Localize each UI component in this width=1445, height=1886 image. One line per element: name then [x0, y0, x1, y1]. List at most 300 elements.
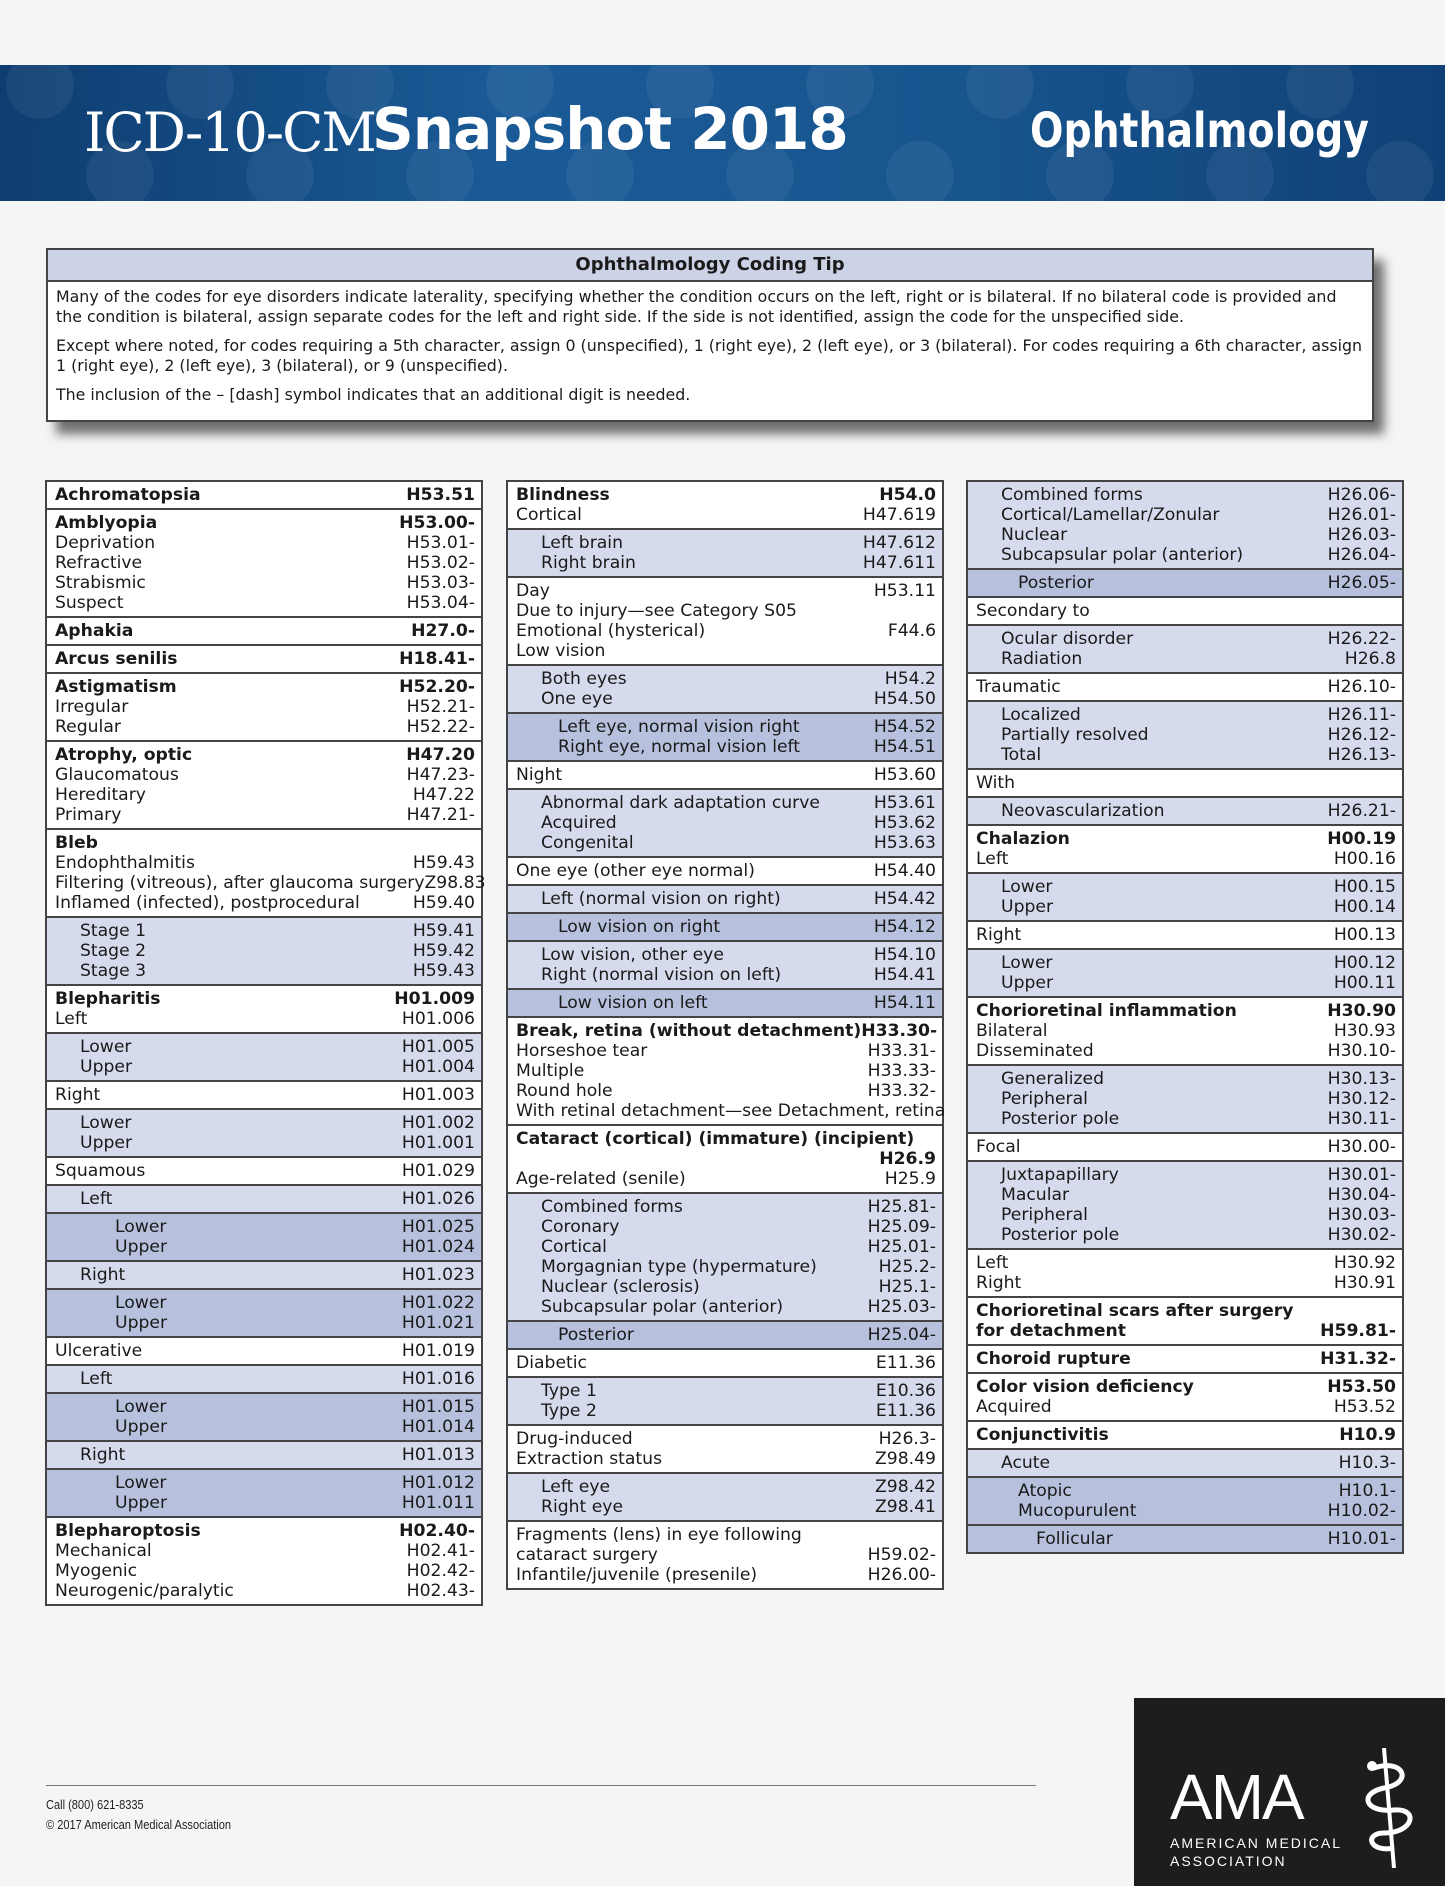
condition-label: Day [516, 581, 550, 601]
icd-code: H54.40 [873, 861, 936, 881]
code-row [516, 505, 936, 525]
code-row [55, 717, 475, 737]
condition-label: Combined forms [541, 1197, 683, 1217]
code-row [55, 573, 475, 593]
code-group [47, 1080, 481, 1108]
code-group [968, 568, 1402, 596]
icd-code: H54.41 [873, 965, 936, 985]
code-group [968, 996, 1402, 1064]
condition-label: Morgagnian type (hypermature) [541, 1257, 817, 1277]
icd-code: E11.36 [875, 1353, 936, 1373]
condition-label: Peripheral [1001, 1205, 1088, 1225]
icd-code: H25.04- [867, 1325, 936, 1345]
icd-code: H33.31- [867, 1041, 936, 1061]
code-row [516, 1149, 936, 1169]
icd-code: H59.41 [412, 921, 475, 941]
icd-code: H52.21- [406, 697, 475, 717]
code-group [968, 624, 1402, 672]
code-row [976, 1041, 1396, 1061]
condition-label: Lower [1001, 877, 1053, 897]
code-row [1001, 973, 1396, 993]
icd-code: H18.41- [399, 649, 475, 669]
condition-label: Nuclear [1001, 525, 1068, 545]
condition-label: Lower [1001, 953, 1053, 973]
icd-code: H10.9 [1339, 1425, 1396, 1445]
code-row [1001, 1225, 1396, 1245]
code-row [115, 1237, 475, 1257]
code-row [541, 689, 936, 709]
code-group [47, 1392, 481, 1440]
condition-label: Upper [115, 1313, 168, 1333]
condition-label: Congenital [541, 833, 634, 853]
condition-label: Neurogenic/paralytic [55, 1581, 234, 1601]
icd-code: H26.01- [1327, 505, 1396, 525]
code-group [47, 508, 481, 616]
code-group [968, 1524, 1402, 1552]
coding-tip-box [46, 248, 1374, 422]
icd-code: Z98.42 [875, 1477, 936, 1497]
code-row [1001, 1165, 1396, 1185]
icd-code: H59.43 [412, 961, 475, 981]
condition-label: Stage 2 [80, 941, 147, 961]
condition-label: Right [80, 1445, 126, 1465]
icd-code: H26.8 [1344, 649, 1396, 669]
code-row [516, 1449, 936, 1469]
icd-code: H00.15 [1333, 877, 1396, 897]
condition-label: Upper [80, 1133, 133, 1153]
code-group [47, 1440, 481, 1468]
code-row [541, 1197, 936, 1217]
condition-label: Combined forms [1001, 485, 1143, 505]
condition-label: Localized [1001, 705, 1081, 725]
icd-code: Z98.41 [875, 1497, 936, 1517]
code-row [55, 765, 475, 785]
code-row [1018, 1481, 1396, 1501]
code-row [541, 533, 936, 553]
code-row [516, 1169, 936, 1189]
condition-label: Low vision on right [558, 917, 721, 937]
code-row [558, 993, 936, 1013]
condition-label: Filtering (vitreous), after glaucoma surgery [55, 873, 425, 893]
code-row [80, 1265, 475, 1285]
condition-label: Coronary [541, 1217, 620, 1237]
code-row [541, 1237, 936, 1257]
condition-label: Achromatopsia [55, 485, 201, 505]
code-group [508, 788, 942, 856]
icd-code: H53.11 [873, 581, 936, 601]
condition-label: Subcapsular polar (anterior) [1001, 545, 1244, 565]
condition-label: Stage 1 [80, 921, 147, 941]
condition-label: Acquired [541, 813, 617, 833]
condition-label: Atopic [1018, 1481, 1072, 1501]
icd-code: H53.04- [406, 593, 475, 613]
code-group [47, 672, 481, 740]
condition-label: Diabetic [516, 1353, 587, 1373]
icd-code: H01.025 [401, 1217, 475, 1237]
code-row [55, 1581, 475, 1601]
condition-label: Right [976, 1273, 1022, 1293]
icd-code: H01.009 [394, 989, 475, 1009]
code-group [508, 1320, 942, 1348]
condition-label: Emotional (hysterical) [516, 621, 706, 641]
icd-code: H26.03- [1327, 525, 1396, 545]
icd-code: H47.22 [412, 785, 475, 805]
icd-code: H59.42 [412, 941, 475, 961]
condition-label: Endophthalmitis [55, 853, 195, 873]
icd-code: H54.12 [873, 917, 936, 937]
code-row [55, 989, 475, 1009]
code-group [968, 1448, 1402, 1476]
code-row [80, 1113, 475, 1133]
code-row [80, 961, 475, 981]
condition-label: Right eye, normal vision left [558, 737, 801, 757]
icd-code: H02.42- [406, 1561, 475, 1581]
code-group [47, 1336, 481, 1364]
condition-label: Right [976, 925, 1022, 945]
footer-divider [46, 1785, 1036, 1786]
icd-code: H01.023 [401, 1265, 475, 1285]
icd-code: H26.04- [1327, 545, 1396, 565]
coding-tip-paragraph-2: Except where noted, for codes requiring a 5th character, assign 0 (unspecified), 1 (right eye), 2 (left eye), or 3 (bilateral). For codes requiring a 6th character, assign 1 (right eye), 2 (left eye), 3 (bilateral), or 9 (unspecified). [56, 336, 1362, 375]
code-group [968, 1372, 1402, 1420]
condition-label: Due to injury—see Category S05 [516, 601, 797, 621]
icd-code: H10.02- [1327, 1501, 1396, 1521]
code-group [968, 596, 1402, 624]
condition-label: Both eyes [541, 669, 627, 689]
code-row [1001, 877, 1396, 897]
condition-label: Arcus senilis [55, 649, 178, 669]
icd-code: H02.41- [406, 1541, 475, 1561]
condition-label: Posterior [1018, 573, 1094, 593]
condition-label: Drug-induced [516, 1429, 633, 1449]
condition-label: Inflamed (infected), postprocedural [55, 893, 360, 913]
icd-code: H54.2 [884, 669, 936, 689]
condition-label: Low vision on left [558, 993, 708, 1013]
code-row [516, 641, 936, 661]
icd-code: H01.024 [401, 1237, 475, 1257]
code-group [968, 948, 1402, 996]
code-group [47, 1260, 481, 1288]
icd-code: H10.3- [1338, 1453, 1396, 1473]
code-row [115, 1493, 475, 1513]
code-row [516, 1101, 946, 1121]
code-row [55, 485, 475, 505]
icd-code: H31.32- [1320, 1349, 1396, 1369]
condition-label: Amblyopia [55, 513, 158, 533]
icd-code: H01.013 [401, 1445, 475, 1465]
code-row [516, 1565, 936, 1585]
coding-tip-paragraph-3: The inclusion of the – [dash] symbol indicates that an additional digit is needed. [56, 385, 691, 404]
code-row [1001, 1453, 1396, 1473]
icd-code: H25.09- [867, 1217, 936, 1237]
icd-code: H53.50 [1327, 1377, 1396, 1397]
icd-code: H30.13- [1327, 1069, 1396, 1089]
condition-label: Right eye [541, 1497, 624, 1517]
code-row [1001, 745, 1396, 765]
code-group [508, 856, 942, 884]
condition-label: One eye [541, 689, 613, 709]
icd-code: H25.01- [867, 1237, 936, 1257]
icd-code: H47.20 [406, 745, 475, 765]
code-group [968, 920, 1402, 948]
code-row [55, 785, 475, 805]
code-row [80, 941, 475, 961]
ama-logo [1134, 1698, 1445, 1886]
code-row [516, 485, 936, 505]
icd-code: H00.19 [1327, 829, 1396, 849]
condition-label: Myogenic [55, 1561, 138, 1581]
icd-code: H59.02- [867, 1545, 936, 1565]
code-row [1036, 1529, 1396, 1549]
condition-label: cataract surgery [516, 1545, 658, 1565]
icd-code: H33.33- [867, 1061, 936, 1081]
condition-label: Age-related (senile) [516, 1169, 686, 1189]
code-row [541, 1277, 936, 1297]
condition-label: Follicular [1036, 1529, 1113, 1549]
condition-label: Multiple [516, 1061, 585, 1081]
icd-code: H54.50 [873, 689, 936, 709]
condition-label: Chorioretinal inflammation [976, 1001, 1237, 1021]
condition-label: Squamous [55, 1161, 146, 1181]
code-group [508, 1424, 942, 1472]
icd-code: H01.015 [401, 1397, 475, 1417]
code-group [47, 1184, 481, 1212]
condition-label: Lower [115, 1473, 167, 1493]
code-row [541, 965, 936, 985]
icd-code: H01.012 [401, 1473, 475, 1493]
code-group [47, 1468, 481, 1516]
icd-code: H02.43- [406, 1581, 475, 1601]
icd-code: H53.00- [399, 513, 475, 533]
condition-label: Chorioretinal scars after surgery [976, 1301, 1294, 1321]
icd-code: H47.612 [862, 533, 936, 553]
code-row [55, 1009, 475, 1029]
coding-tip-title: Ophthalmology Coding Tip [48, 250, 1372, 282]
icd-code: H00.16 [1333, 849, 1396, 869]
condition-label: Neovascularization [1001, 801, 1165, 821]
code-row [55, 893, 475, 913]
code-row [558, 737, 936, 757]
condition-label: Suspect [55, 593, 124, 613]
code-row [1001, 629, 1396, 649]
icd-code: H53.61 [873, 793, 936, 813]
condition-label: Abnormal dark adaptation curve [541, 793, 820, 813]
code-row [516, 1081, 936, 1101]
condition-label: Upper [1001, 897, 1054, 917]
condition-label: Blepharoptosis [55, 1521, 201, 1541]
code-row [541, 553, 936, 573]
condition-label: Left eye [541, 1477, 611, 1497]
condition-label: Lower [80, 1113, 132, 1133]
condition-label: Color vision deficiency [976, 1377, 1194, 1397]
code-row [55, 649, 475, 669]
title-light: ICD-10-CM [84, 101, 375, 164]
condition-label: Acquired [976, 1397, 1052, 1417]
code-row [516, 861, 936, 881]
condition-label: Peripheral [1001, 1089, 1088, 1109]
icd-code: E11.36 [875, 1401, 936, 1421]
icd-code: H01.003 [401, 1085, 475, 1105]
code-row [516, 1353, 936, 1373]
code-row [541, 1257, 936, 1277]
icd-code: H47.619 [862, 505, 936, 525]
condition-label: Irregular [55, 697, 129, 717]
icd-code: H01.026 [401, 1189, 475, 1209]
code-row [976, 1301, 1396, 1321]
condition-label: Right [80, 1265, 126, 1285]
icd-code: H25.03- [867, 1297, 936, 1317]
icd-code: H54.10 [873, 945, 936, 965]
condition-label: Stage 3 [80, 961, 147, 981]
icd-code: H25.2- [878, 1257, 936, 1277]
code-row [976, 1253, 1396, 1273]
condition-label: Right [55, 1085, 101, 1105]
icd-code: H30.90 [1327, 1001, 1396, 1021]
icd-code: H30.10- [1327, 1041, 1396, 1061]
icd-code: H26.21- [1327, 801, 1396, 821]
condition-label: Left [80, 1189, 113, 1209]
code-row [541, 945, 936, 965]
condition-label: Traumatic [976, 677, 1061, 697]
code-group [508, 1520, 942, 1588]
icd-code: H01.029 [401, 1161, 475, 1181]
code-row [976, 1021, 1396, 1041]
code-row [976, 925, 1396, 945]
code-group [968, 824, 1402, 872]
code-row [55, 873, 486, 893]
condition-label: Cortical [516, 505, 582, 525]
code-row [80, 1369, 475, 1389]
code-row [516, 1429, 936, 1449]
code-row [976, 1137, 1396, 1157]
icd-code: H53.51 [406, 485, 475, 505]
code-group [47, 916, 481, 984]
icd-code: H30.01- [1327, 1165, 1396, 1185]
icd-code: H30.03- [1327, 1205, 1396, 1225]
code-group [508, 528, 942, 576]
code-row [80, 1445, 475, 1465]
code-group [968, 796, 1402, 824]
code-row [1018, 573, 1396, 593]
code-group [47, 1364, 481, 1392]
code-row [55, 677, 475, 697]
code-row [541, 889, 936, 909]
icd-code: H30.12- [1327, 1089, 1396, 1109]
code-row [1001, 505, 1396, 525]
icd-code: H53.63 [873, 833, 936, 853]
code-row [541, 833, 936, 853]
ama-logo-line-1: AMERICAN MEDICAL [1170, 1835, 1343, 1851]
code-group [47, 1212, 481, 1260]
icd-code: H52.20- [399, 677, 475, 697]
code-group [47, 1156, 481, 1184]
icd-code: H47.21- [406, 805, 475, 825]
icd-code: H33.32- [867, 1081, 936, 1101]
code-row [516, 1061, 936, 1081]
condition-label: Upper [115, 1417, 168, 1437]
code-group [968, 700, 1402, 768]
icd-code: H26.11- [1327, 705, 1396, 725]
condition-label: Type 2 [541, 1401, 597, 1421]
condition-label: Glaucomatous [55, 765, 179, 785]
icd-code: H01.006 [401, 1009, 475, 1029]
icd-code: H30.04- [1327, 1185, 1396, 1205]
condition-label: Refractive [55, 553, 143, 573]
code-row [55, 533, 475, 553]
icd-code: H00.13 [1333, 925, 1396, 945]
condition-label: Atrophy, optic [55, 745, 193, 765]
condition-label: Radiation [1001, 649, 1083, 669]
code-row [1001, 953, 1396, 973]
icd-code: H00.12 [1333, 953, 1396, 973]
code-group [47, 616, 481, 644]
icd-code: H01.021 [401, 1313, 475, 1333]
code-row [516, 1021, 936, 1041]
code-group [968, 482, 1402, 568]
code-row [516, 1545, 936, 1565]
code-row [1001, 545, 1396, 565]
code-row [55, 1541, 475, 1561]
code-row [541, 1217, 936, 1237]
icd-code: H02.40- [399, 1521, 475, 1541]
condition-label: Mechanical [55, 1541, 152, 1561]
condition-label: Left eye, normal vision right [558, 717, 800, 737]
specialty-title: Ophthalmology [1030, 103, 1369, 159]
condition-label: Cataract (cortical) (immature) (incipient) [516, 1129, 915, 1149]
icd-code: H01.002 [401, 1113, 475, 1133]
code-row [1001, 1069, 1396, 1089]
icd-code: H54.0 [879, 485, 936, 505]
condition-label: Primary [55, 805, 122, 825]
condition-label: Secondary to [976, 601, 1090, 621]
icd-code: H25.1- [878, 1277, 936, 1297]
code-column-1 [45, 480, 486, 1606]
code-row [55, 833, 475, 853]
code-row [1001, 525, 1396, 545]
icd-code: H54.51 [873, 737, 936, 757]
condition-label: Type 1 [541, 1381, 597, 1401]
code-row [558, 917, 936, 937]
code-row [1001, 1185, 1396, 1205]
icd-code: H26.05- [1327, 573, 1396, 593]
code-row [55, 1161, 475, 1181]
icd-code: H26.00- [867, 1565, 936, 1585]
code-group [968, 1248, 1402, 1296]
condition-label: Posterior [558, 1325, 634, 1345]
code-group [508, 482, 942, 528]
condition-label: Upper [1001, 973, 1054, 993]
icd-code: H54.42 [873, 889, 936, 909]
code-row [516, 601, 936, 621]
condition-label: Cortical [541, 1237, 607, 1257]
condition-label: Acute [1001, 1453, 1051, 1473]
icd-code: H01.019 [401, 1341, 475, 1361]
condition-label: One eye (other eye normal) [516, 861, 755, 881]
code-row [516, 765, 936, 785]
code-row [80, 1189, 475, 1209]
condition-label: Upper [80, 1057, 133, 1077]
icd-code: H10.01- [1327, 1529, 1396, 1549]
condition-label: Break, retina (without detachment) [516, 1021, 862, 1041]
condition-label: Left [976, 849, 1009, 869]
code-group [968, 1132, 1402, 1160]
code-group [47, 828, 486, 916]
icd-code: H54.52 [873, 717, 936, 737]
code-row [558, 1325, 936, 1345]
code-row [55, 593, 475, 613]
icd-code: H01.022 [401, 1293, 475, 1313]
code-row [55, 1561, 475, 1581]
